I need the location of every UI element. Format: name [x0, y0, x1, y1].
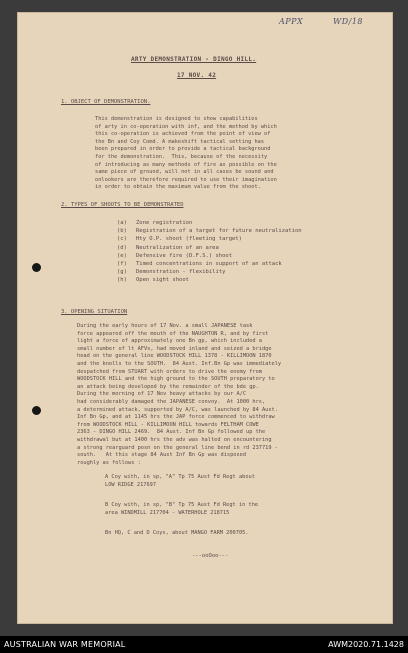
text-line: LOW RIDGE 217697: [105, 481, 157, 488]
list-item: [117, 227, 302, 235]
text-line: a determined attack, supported by A/C, was launched by 84 Aust.: [77, 406, 278, 413]
section-3-heading: 3. OPENING SITUATION: [61, 309, 128, 315]
text-line: despatched from STUART with orders to drive the enemy from: [77, 368, 262, 375]
text-line: light a force of approximately one Bn gp, which included a: [77, 338, 262, 345]
text-line: Bn HQ, C and D Coys, about MANGO FARM 200705.: [105, 530, 249, 536]
list-item-text: Defensive fire (D.F.S.) shoot: [136, 252, 233, 259]
list-item: [117, 235, 302, 243]
disposition-b-coy: [105, 502, 258, 517]
text-line: in order to obtain the maximum value from the shoot.: [95, 184, 261, 191]
list-item-letter: (a): [117, 220, 127, 226]
list-item-letter: (h): [117, 277, 127, 284]
text-line: During the morning of 17 Nov heavy attacks by our A/C: [77, 391, 247, 398]
punch-hole: [32, 263, 41, 272]
text-line: A Coy with, in sp, "A" Tp 75 Aust Fd Regt about: [105, 474, 255, 480]
list-item-letter: (g): [117, 269, 127, 276]
text-line: had considerably damaged the JAPANESE convoy. At 1000 hrs,: [77, 398, 266, 405]
punch-hole: [32, 406, 41, 415]
text-line: from WOODSTOCK HILL - KILLIMOON HILL towards FELTHAM COWE: [77, 421, 259, 428]
list-item-letter: (e): [117, 252, 127, 259]
text-line: of arty in co-operation with inf, and the method by which: [95, 123, 277, 130]
text-line: a strong rearguard posn on the general line bend in rd 237719 -: [77, 444, 278, 451]
handwritten-appx: APPX: [279, 17, 304, 26]
section-2-list: [117, 219, 302, 285]
text-line: During the early hours of 17 Nov. a small JAPANESE task: [77, 323, 253, 329]
document-page: [17, 12, 393, 624]
text-line: this co-operation is achieved from the point of view of: [95, 131, 271, 138]
text-line: B Coy with, in sp, "B" Tp 75 Aust Fd Regt in the: [105, 502, 259, 508]
text-line: area WINDMILL 217704 - WATERHOLE 218715: [105, 509, 230, 516]
text-line: Inf Bn Gp, and at 1145 hrs the JAP force commenced to withdraw: [77, 414, 275, 421]
list-item-text: Registration of a target for future neutralization: [136, 228, 302, 235]
archive-footer: [0, 636, 408, 653]
text-line: and the knolls to the SOUTH. 84 Aust. Inf.Bn Gp was immediately: [77, 360, 282, 367]
list-item: [117, 219, 302, 227]
section-1-heading: 1. OBJECT OF DEMONSTRATION.: [61, 99, 151, 105]
text-line: for the demonstration. This, because of the necessity: [95, 153, 268, 160]
text-line: WOODSTOCK HILL and the high ground to the SOUTH preparatory to: [77, 376, 275, 383]
document-title: ARTY DEMONSTRATION - DINGO HILL.: [131, 56, 257, 63]
text-line: onlookers are therefore required to use their imagination: [95, 176, 277, 183]
list-item-text: Zone registration: [136, 220, 193, 226]
handwritten-reference: WD/18: [333, 17, 364, 26]
list-item-text: Neutralization of an area: [136, 244, 219, 251]
text-line: of introducing as many methods of fire as possible on the: [95, 161, 277, 168]
text-line: south. At this stage 84 Aust Inf Bn Gp was disposed: [77, 452, 247, 459]
text-line: small number of lt AFVs, had moved inland and seized a bridge: [77, 345, 272, 352]
text-line: same piece of ground, will not in all cases be sound and: [95, 169, 274, 176]
list-item-text: Demonstration - flexibility: [136, 269, 226, 276]
text-line: force appeared off the mouth of the NAUGHTON R, and by first: [77, 330, 269, 337]
text-line: roughly as follows :: [77, 459, 141, 466]
text-line: the Bn and Coy Comd. A makeshift tactical setting has: [95, 138, 265, 145]
archive-name: AUSTRALIAN WAR MEMORIAL: [4, 640, 126, 649]
section-3-body: [77, 323, 281, 467]
list-item-letter: (f): [117, 261, 127, 268]
document-date: 17 NOV. 42: [177, 72, 217, 79]
text-line: withdrawal but at 1400 hrs the adv was halted on encountering: [77, 436, 272, 443]
text-line: This demonstration is designed to show capabilities: [95, 116, 258, 122]
list-item-letter: (b): [117, 228, 127, 235]
text-line: an attack being developed by the remainder of the bde gp.: [77, 383, 259, 390]
list-item: [117, 252, 302, 260]
list-item-letter: (d): [117, 244, 127, 251]
text-line: head on the general line WOODSTOCK HILL 1378 - KILLIMOON 1870: [77, 353, 272, 360]
list-item: [117, 276, 302, 284]
text-line: been prepared in order to provide a tactical background: [95, 146, 271, 153]
list-item-text: Open sight shoot: [136, 277, 189, 284]
list-item: [117, 260, 302, 268]
list-item: [117, 268, 302, 276]
list-item-text: Hty O.P. shoot (fleeting target): [136, 236, 242, 243]
section-1-body: [95, 116, 277, 192]
end-mark: ---ooOoo---: [192, 553, 229, 559]
list-item-letter: (c): [117, 236, 127, 243]
archive-reference: AWM2020.71.1428: [328, 640, 404, 649]
text-line: 2363 - DINGO HILL 2469. 84 Aust. Inf Bn Gp followed up the: [77, 429, 266, 436]
list-item: [117, 244, 302, 252]
list-item-text: Timed concentrations in support of an attack: [136, 261, 282, 268]
disposition-a-coy: [105, 474, 255, 489]
disposition-bn-hq: [105, 530, 249, 538]
section-2-heading: 2. TYPES OF SHOOTS TO BE DEMONSTRATED: [61, 202, 184, 208]
